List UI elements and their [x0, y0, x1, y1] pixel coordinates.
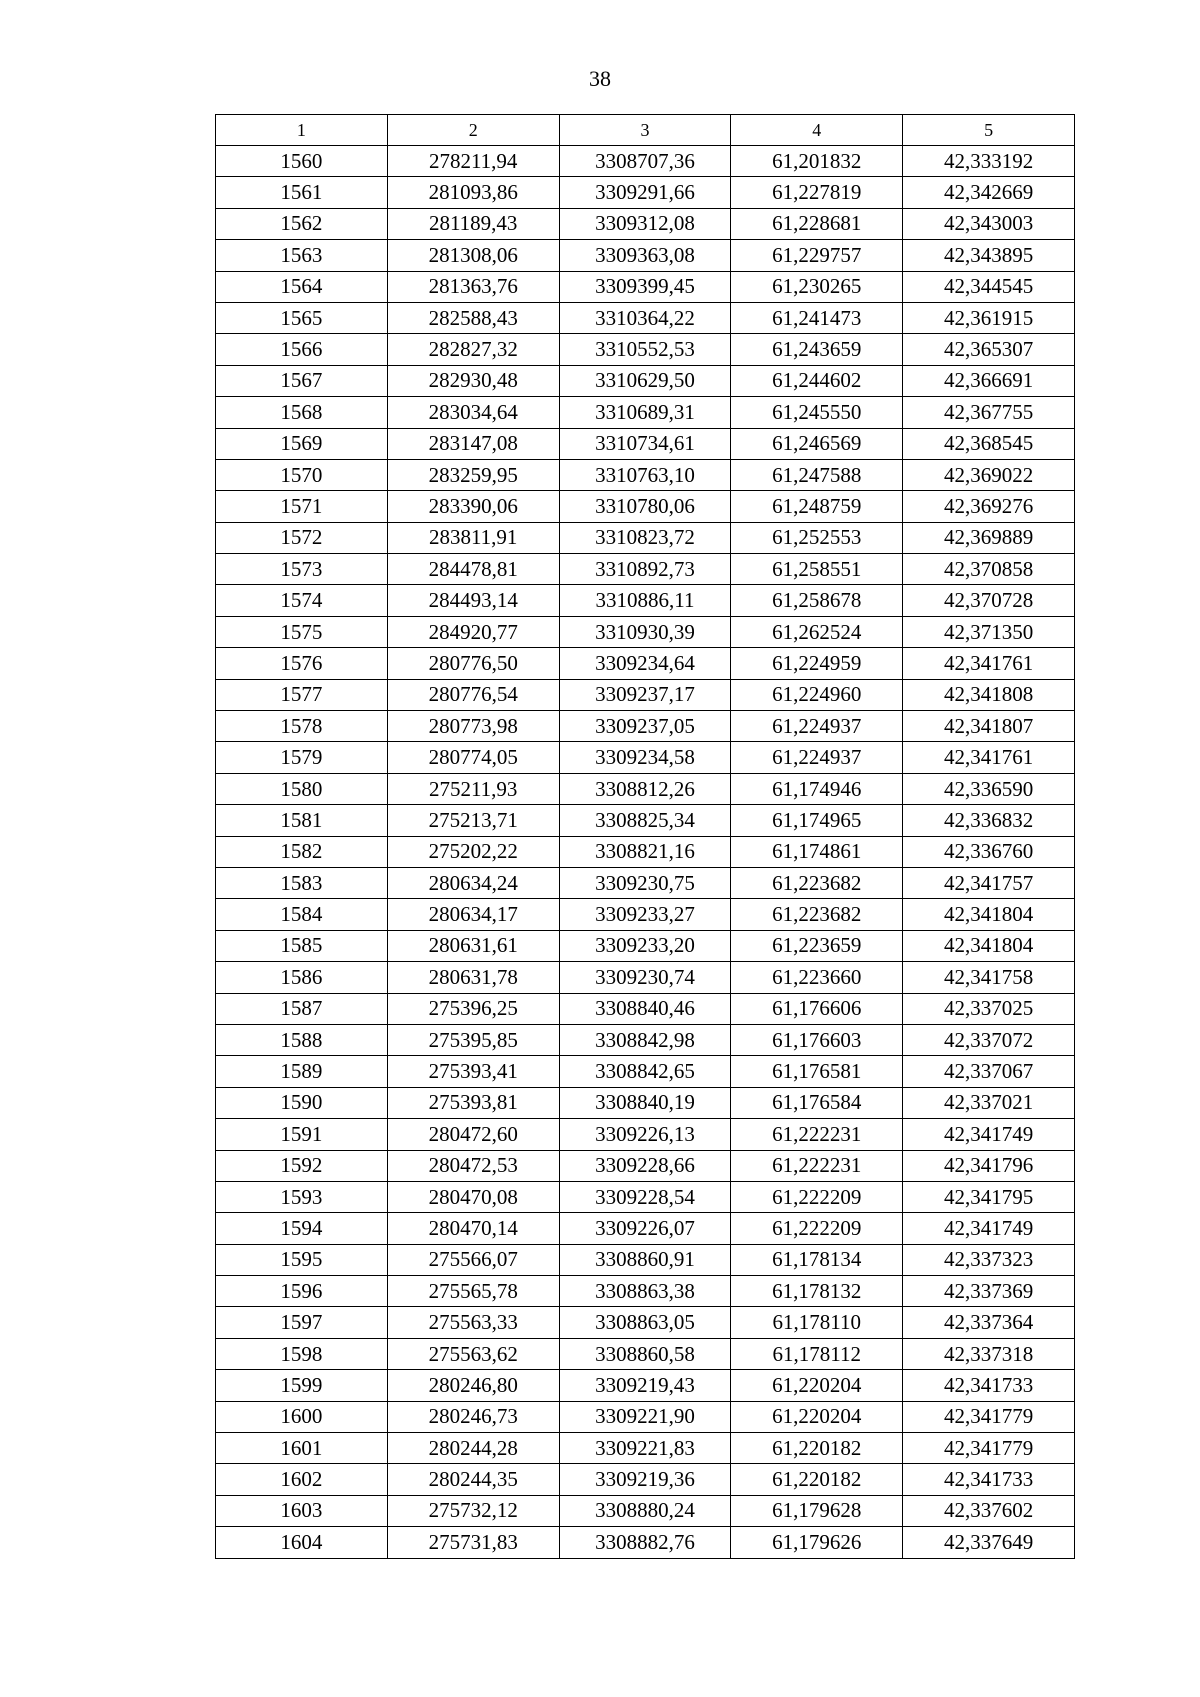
table-cell: 42,367755 [903, 397, 1075, 428]
table-cell: 1564 [216, 271, 388, 302]
table-row [216, 616, 1075, 647]
table-cell: 280634,17 [387, 899, 559, 930]
table-cell: 3309221,83 [559, 1433, 731, 1464]
table-cell: 61,223682 [731, 899, 903, 930]
table-cell: 3308842,98 [559, 1024, 731, 1055]
table-cell: 61,222209 [731, 1213, 903, 1244]
table-cell: 1567 [216, 365, 388, 396]
table-cell: 61,224960 [731, 679, 903, 710]
table-cell: 42,341779 [903, 1433, 1075, 1464]
table-cell: 3308863,05 [559, 1307, 731, 1338]
table-cell: 280776,50 [387, 648, 559, 679]
table-cell: 280244,28 [387, 1433, 559, 1464]
table-row [216, 554, 1075, 585]
table-row [216, 805, 1075, 836]
table-cell: 61,178110 [731, 1307, 903, 1338]
table-cell: 42,341807 [903, 711, 1075, 742]
table-cell: 284493,14 [387, 585, 559, 616]
table-row [216, 1213, 1075, 1244]
page-number: 38 [589, 66, 611, 91]
table-cell: 42,341795 [903, 1181, 1075, 1212]
table-cell: 3310364,22 [559, 302, 731, 333]
table-cell: 1583 [216, 867, 388, 898]
table-row [216, 585, 1075, 616]
table-cell: 61,246569 [731, 428, 903, 459]
table-cell: 3308821,16 [559, 836, 731, 867]
table-cell: 3309219,43 [559, 1370, 731, 1401]
table-cell: 282827,32 [387, 334, 559, 365]
table-row [216, 1276, 1075, 1307]
table-cell: 42,370858 [903, 554, 1075, 585]
table-cell: 1591 [216, 1119, 388, 1150]
table-cell: 61,252553 [731, 522, 903, 553]
table-cell: 42,337067 [903, 1056, 1075, 1087]
table-cell: 3309233,20 [559, 930, 731, 961]
table-cell: 1593 [216, 1181, 388, 1212]
table-cell: 3309234,58 [559, 742, 731, 773]
table-cell: 1570 [216, 459, 388, 490]
table-cell: 42,336760 [903, 836, 1075, 867]
table-cell: 42,369022 [903, 459, 1075, 490]
table-cell: 3310734,61 [559, 428, 731, 459]
table-cell: 42,341749 [903, 1119, 1075, 1150]
table-cell: 61,229757 [731, 240, 903, 271]
table-cell: 280631,78 [387, 962, 559, 993]
table-row [216, 1024, 1075, 1055]
table-row [216, 679, 1075, 710]
table-cell: 3308880,24 [559, 1495, 731, 1526]
table-cell: 61,220182 [731, 1464, 903, 1495]
table-cell: 1574 [216, 585, 388, 616]
table-row [216, 428, 1075, 459]
table-cell: 61,176606 [731, 993, 903, 1024]
table-cell: 275731,83 [387, 1527, 559, 1558]
table-cell: 42,337025 [903, 993, 1075, 1024]
table-cell: 42,361915 [903, 302, 1075, 333]
table-cell: 61,222231 [731, 1119, 903, 1150]
table-cell: 42,341808 [903, 679, 1075, 710]
table-row [216, 146, 1075, 177]
table-cell: 3309237,17 [559, 679, 731, 710]
table-cell: 3309228,66 [559, 1150, 731, 1181]
table-cell: 42,341761 [903, 648, 1075, 679]
table-cell: 3310763,10 [559, 459, 731, 490]
table-cell: 3310823,72 [559, 522, 731, 553]
table-cell: 1577 [216, 679, 388, 710]
table-cell: 42,336832 [903, 805, 1075, 836]
table-cell: 61,174946 [731, 773, 903, 804]
table-cell: 280244,35 [387, 1464, 559, 1495]
table-cell: 61,220182 [731, 1433, 903, 1464]
table-row [216, 1307, 1075, 1338]
table-cell: 1568 [216, 397, 388, 428]
table-cell: 42,341761 [903, 742, 1075, 773]
table-row [216, 993, 1075, 1024]
table-cell: 42,336590 [903, 773, 1075, 804]
table-cell: 61,258551 [731, 554, 903, 585]
table-cell: 42,341796 [903, 1150, 1075, 1181]
table-cell: 61,220204 [731, 1370, 903, 1401]
table-cell: 1575 [216, 616, 388, 647]
table-cell: 42,337602 [903, 1495, 1075, 1526]
table-cell: 280472,60 [387, 1119, 559, 1150]
table-cell: 1586 [216, 962, 388, 993]
table-cell: 61,262524 [731, 616, 903, 647]
column-header: 5 [903, 115, 1075, 146]
table-row [216, 459, 1075, 490]
table-cell: 275563,62 [387, 1338, 559, 1369]
table-cell: 42,344545 [903, 271, 1075, 302]
table-cell: 1592 [216, 1150, 388, 1181]
table-cell: 3308707,36 [559, 146, 731, 177]
table-cell: 3309363,08 [559, 240, 731, 271]
table-cell: 1571 [216, 491, 388, 522]
table-cell: 61,223659 [731, 930, 903, 961]
table-cell: 1596 [216, 1276, 388, 1307]
table-cell: 3309228,54 [559, 1181, 731, 1212]
table-cell: 42,370728 [903, 585, 1075, 616]
table-cell: 42,341733 [903, 1370, 1075, 1401]
table-row [216, 1181, 1075, 1212]
table-cell: 3309233,27 [559, 899, 731, 930]
table-row [216, 177, 1075, 208]
table-cell: 42,341758 [903, 962, 1075, 993]
table-cell: 61,244602 [731, 365, 903, 396]
table-cell: 1604 [216, 1527, 388, 1558]
table-row [216, 334, 1075, 365]
table-cell: 61,178112 [731, 1338, 903, 1369]
table-cell: 3308842,65 [559, 1056, 731, 1087]
table-cell: 61,174861 [731, 836, 903, 867]
table-cell: 3310886,11 [559, 585, 731, 616]
table-cell: 3310689,31 [559, 397, 731, 428]
table-cell: 1561 [216, 177, 388, 208]
table-row [216, 522, 1075, 553]
table-cell: 1599 [216, 1370, 388, 1401]
table-cell: 275202,22 [387, 836, 559, 867]
table-cell: 61,248759 [731, 491, 903, 522]
table-cell: 280470,14 [387, 1213, 559, 1244]
table-cell: 61,224937 [731, 742, 903, 773]
table-cell: 1598 [216, 1338, 388, 1369]
table-cell: 3308860,58 [559, 1338, 731, 1369]
table-cell: 42,337323 [903, 1244, 1075, 1275]
table-cell: 1584 [216, 899, 388, 930]
table-cell: 283147,08 [387, 428, 559, 459]
table-cell: 280246,80 [387, 1370, 559, 1401]
table-cell: 42,337649 [903, 1527, 1075, 1558]
table-cell: 275566,07 [387, 1244, 559, 1275]
table-row [216, 742, 1075, 773]
table-cell: 1580 [216, 773, 388, 804]
table-cell: 61,227819 [731, 177, 903, 208]
table-cell: 1587 [216, 993, 388, 1024]
table-cell: 1594 [216, 1213, 388, 1244]
table-cell: 1576 [216, 648, 388, 679]
table-cell: 3309226,07 [559, 1213, 731, 1244]
table-cell: 42,341757 [903, 867, 1075, 898]
table-cell: 281189,43 [387, 208, 559, 239]
table-cell: 42,341804 [903, 899, 1075, 930]
table-cell: 1569 [216, 428, 388, 459]
table-cell: 42,337072 [903, 1024, 1075, 1055]
table-cell: 3310930,39 [559, 616, 731, 647]
table-cell: 42,337364 [903, 1307, 1075, 1338]
coordinates-table [215, 114, 1075, 1559]
table-row [216, 867, 1075, 898]
table-cell: 275396,25 [387, 993, 559, 1024]
table-cell: 3308840,19 [559, 1087, 731, 1118]
table-body [216, 146, 1075, 1559]
table-row [216, 1087, 1075, 1118]
table-cell: 278211,94 [387, 146, 559, 177]
table-cell: 1573 [216, 554, 388, 585]
table-row [216, 1464, 1075, 1495]
table-cell: 42,366691 [903, 365, 1075, 396]
column-header: 1 [216, 115, 388, 146]
table-cell: 3309399,45 [559, 271, 731, 302]
table-cell: 280470,08 [387, 1181, 559, 1212]
table-row [216, 711, 1075, 742]
table-row [216, 773, 1075, 804]
table-cell: 42,341804 [903, 930, 1075, 961]
table-cell: 1566 [216, 334, 388, 365]
table-cell: 1602 [216, 1464, 388, 1495]
table-cell: 61,243659 [731, 334, 903, 365]
table-cell: 42,341779 [903, 1401, 1075, 1432]
table-cell: 1600 [216, 1401, 388, 1432]
column-header: 3 [559, 115, 731, 146]
table-cell: 280773,98 [387, 711, 559, 742]
table-cell: 280776,54 [387, 679, 559, 710]
table-cell: 283034,64 [387, 397, 559, 428]
table-cell: 280472,53 [387, 1150, 559, 1181]
table-cell: 42,343895 [903, 240, 1075, 271]
table-cell: 275393,81 [387, 1087, 559, 1118]
table-row [216, 1370, 1075, 1401]
table-cell: 1560 [216, 146, 388, 177]
table-cell: 280631,61 [387, 930, 559, 961]
table-cell: 280246,73 [387, 1401, 559, 1432]
table-header-row [216, 115, 1075, 146]
table-cell: 61,224937 [731, 711, 903, 742]
table-row [216, 930, 1075, 961]
table-cell: 275213,71 [387, 805, 559, 836]
table-row [216, 271, 1075, 302]
table-cell: 3308825,34 [559, 805, 731, 836]
table-cell: 3310892,73 [559, 554, 731, 585]
table-cell: 1590 [216, 1087, 388, 1118]
table-cell: 61,230265 [731, 271, 903, 302]
table-row [216, 1433, 1075, 1464]
table-cell: 3308840,46 [559, 993, 731, 1024]
table-row [216, 836, 1075, 867]
table-cell: 61,258678 [731, 585, 903, 616]
table-row [216, 240, 1075, 271]
table-cell: 280774,05 [387, 742, 559, 773]
table-row [216, 1119, 1075, 1150]
table-row [216, 397, 1075, 428]
table-cell: 42,341733 [903, 1464, 1075, 1495]
column-header: 2 [387, 115, 559, 146]
table-cell: 42,342669 [903, 177, 1075, 208]
table-cell: 61,223682 [731, 867, 903, 898]
table-row [216, 1401, 1075, 1432]
table-cell: 3309219,36 [559, 1464, 731, 1495]
table-cell: 1572 [216, 522, 388, 553]
table-cell: 275395,85 [387, 1024, 559, 1055]
table-row [216, 1056, 1075, 1087]
table-cell: 283811,91 [387, 522, 559, 553]
table-cell: 42,369276 [903, 491, 1075, 522]
table-cell: 1603 [216, 1495, 388, 1526]
table-cell: 275393,41 [387, 1056, 559, 1087]
table-cell: 282930,48 [387, 365, 559, 396]
table-cell: 3308812,26 [559, 773, 731, 804]
table-cell: 3309291,66 [559, 177, 731, 208]
table-row [216, 365, 1075, 396]
table-row [216, 302, 1075, 333]
table-cell: 61,174965 [731, 805, 903, 836]
table-cell: 1595 [216, 1244, 388, 1275]
table-cell: 275211,93 [387, 773, 559, 804]
table-cell: 61,222231 [731, 1150, 903, 1181]
table-cell: 3308860,91 [559, 1244, 731, 1275]
table-cell: 3309237,05 [559, 711, 731, 742]
table-cell: 42,368545 [903, 428, 1075, 459]
table-cell: 1582 [216, 836, 388, 867]
table-cell: 1589 [216, 1056, 388, 1087]
table-cell: 42,343003 [903, 208, 1075, 239]
table-cell: 3310629,50 [559, 365, 731, 396]
table-cell: 61,245550 [731, 397, 903, 428]
table-cell: 283390,06 [387, 491, 559, 522]
table-cell: 284920,77 [387, 616, 559, 647]
table-row [216, 1527, 1075, 1558]
table-cell: 61,176584 [731, 1087, 903, 1118]
table-row [216, 208, 1075, 239]
table-cell: 1578 [216, 711, 388, 742]
table-cell: 1562 [216, 208, 388, 239]
table-cell: 1565 [216, 302, 388, 333]
table-cell: 42,341749 [903, 1213, 1075, 1244]
table-cell: 3310780,06 [559, 491, 731, 522]
table-row [216, 899, 1075, 930]
table-cell: 1579 [216, 742, 388, 773]
table-cell: 280634,24 [387, 867, 559, 898]
table-cell: 3309230,74 [559, 962, 731, 993]
table-cell: 283259,95 [387, 459, 559, 490]
table-row [216, 962, 1075, 993]
table-cell: 3309230,75 [559, 867, 731, 898]
table-cell: 42,371350 [903, 616, 1075, 647]
column-header: 4 [731, 115, 903, 146]
table-cell: 61,179626 [731, 1527, 903, 1558]
table-cell: 275563,33 [387, 1307, 559, 1338]
table-cell: 3308863,38 [559, 1276, 731, 1307]
table-cell: 1588 [216, 1024, 388, 1055]
table-cell: 1585 [216, 930, 388, 961]
table-cell: 284478,81 [387, 554, 559, 585]
table-cell: 275565,78 [387, 1276, 559, 1307]
table-cell: 61,228681 [731, 208, 903, 239]
table-cell: 3309226,13 [559, 1119, 731, 1150]
table-cell: 281363,76 [387, 271, 559, 302]
table-cell: 61,223660 [731, 962, 903, 993]
table-cell: 1597 [216, 1307, 388, 1338]
table-cell: 42,333192 [903, 146, 1075, 177]
table-cell: 61,179628 [731, 1495, 903, 1526]
table-cell: 42,337369 [903, 1276, 1075, 1307]
table-cell: 42,369889 [903, 522, 1075, 553]
table-row [216, 648, 1075, 679]
table-cell: 42,337318 [903, 1338, 1075, 1369]
table-cell: 61,247588 [731, 459, 903, 490]
table-cell: 61,222209 [731, 1181, 903, 1212]
table-cell: 275732,12 [387, 1495, 559, 1526]
table-cell: 3308882,76 [559, 1527, 731, 1558]
table-row [216, 1150, 1075, 1181]
table-cell: 61,176603 [731, 1024, 903, 1055]
table-cell: 61,178134 [731, 1244, 903, 1275]
table-cell: 282588,43 [387, 302, 559, 333]
table-cell: 61,224959 [731, 648, 903, 679]
table-cell: 61,220204 [731, 1401, 903, 1432]
table-row [216, 1495, 1075, 1526]
table-cell: 281093,86 [387, 177, 559, 208]
table-row [216, 1338, 1075, 1369]
table-cell: 61,241473 [731, 302, 903, 333]
table-row [216, 1244, 1075, 1275]
table-cell: 3309234,64 [559, 648, 731, 679]
table-cell: 3310552,53 [559, 334, 731, 365]
table-cell: 61,176581 [731, 1056, 903, 1087]
table-cell: 3309221,90 [559, 1401, 731, 1432]
table-row [216, 491, 1075, 522]
table-cell: 1601 [216, 1433, 388, 1464]
table-cell: 61,178132 [731, 1276, 903, 1307]
table-cell: 281308,06 [387, 240, 559, 271]
table-cell: 42,365307 [903, 334, 1075, 365]
table-cell: 42,337021 [903, 1087, 1075, 1118]
table-cell: 1563 [216, 240, 388, 271]
table-cell: 3309312,08 [559, 208, 731, 239]
table-cell: 61,201832 [731, 146, 903, 177]
table-cell: 1581 [216, 805, 388, 836]
